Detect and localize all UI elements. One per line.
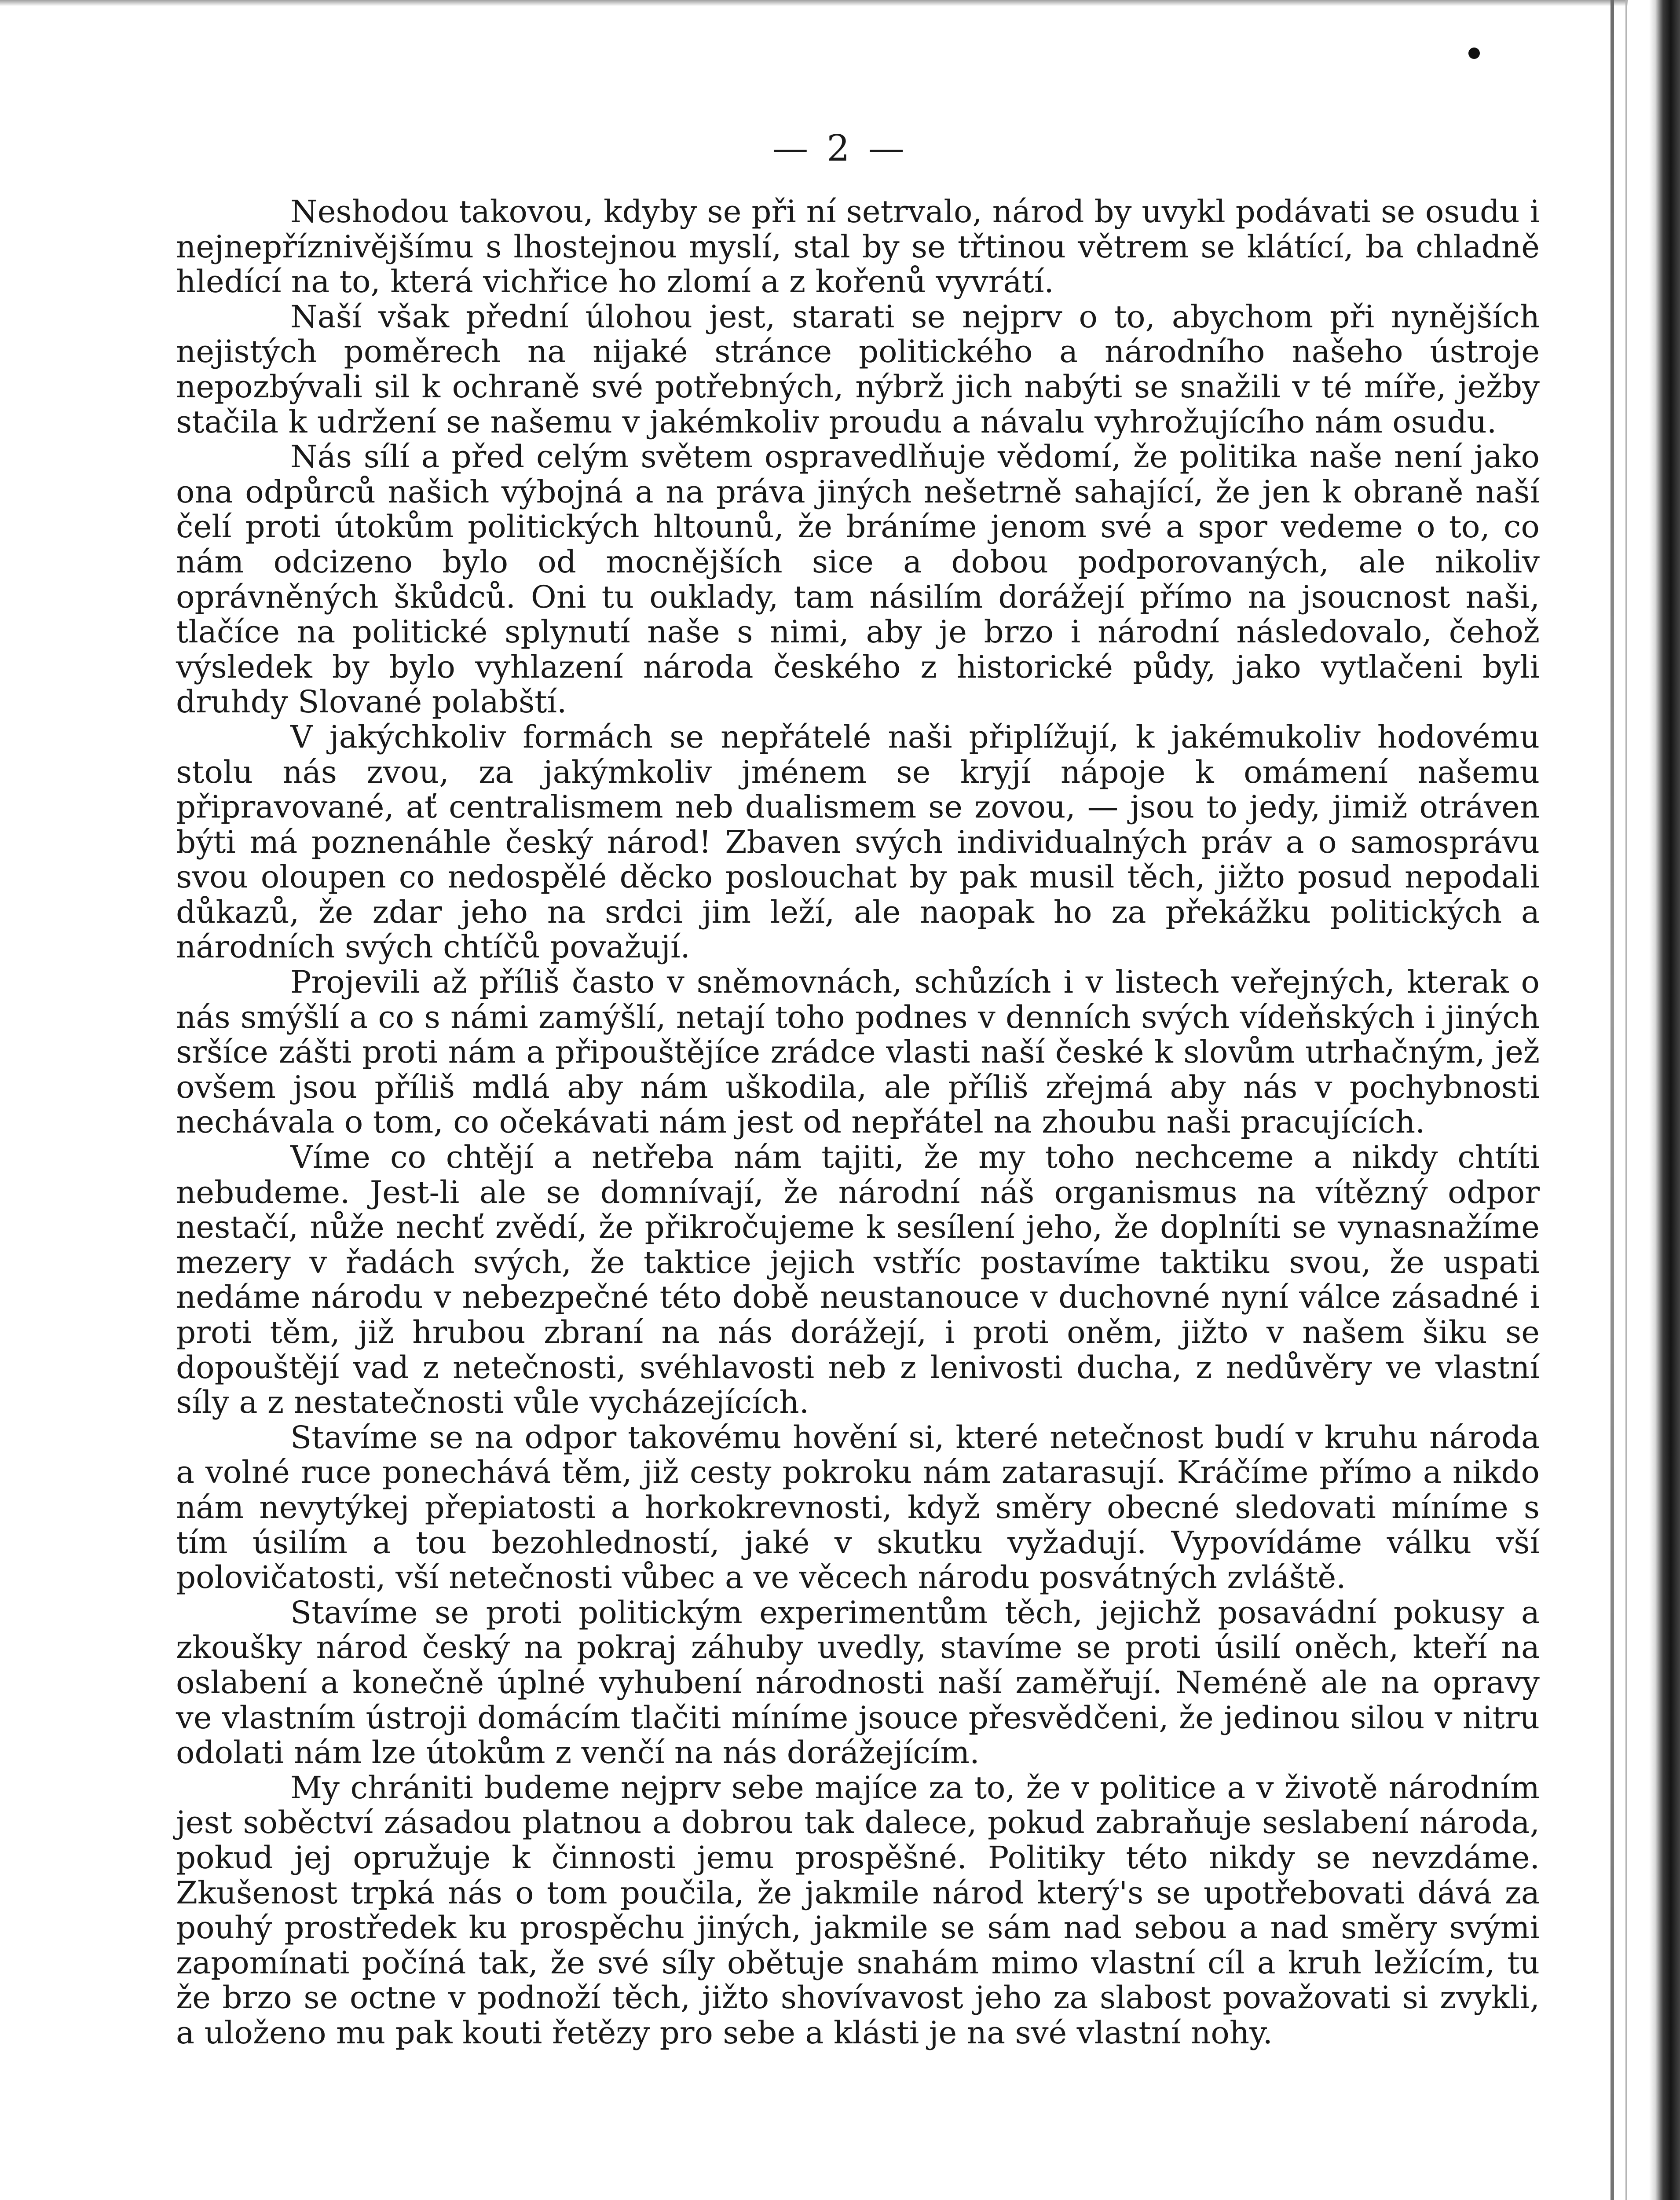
- paragraph-5: Projevili až příliš často v sněmovnách, schůzích i v listech veřejných, kterak o nás smýšlí a co s námi zamýšlí, netají toho podnes v denních svých vídeňských i jiných sršíce zášti proti nám a připouštějíce zrádce vlasti naší české k slovům utrhačným, jež ovšem jsou příliš mdlá aby nám uškodila, ale příliš zřejmá aby nás v pochybnosti nechávala o tom, co očekávati nám jest od nepřátel na zhoubu naši pracujících.: [176, 964, 1540, 1140]
- top-scan-border: [0, 0, 1628, 6]
- binding-edge: [1649, 0, 1680, 2200]
- body-text: [176, 194, 1540, 2050]
- paragraph-1: Neshodou takovou, kdyby se při ní setrvalo, národ by uvykl podávati se osudu i nejnepříznivějšímu s lhostejnou myslí, stal by se třtinou větrem se klátící, ba chladně hledící na to, která vichřice ho zlomí a z kořenů vyvrátí.: [176, 194, 1540, 300]
- paragraph-3: Nás sílí a před celým světem ospravedlňuje vědomí, že politika naše není jako ona odpůrců našich výbojná a na práva jiných nešetrně sahající, že jen k obraně naší čelí proti útokům politických hltounů, že bráníme jenom své a spor vedeme o to, co nám odcizeno bylo od mocnějších sice a dobou podporovaných, ale nikoliv oprávněných škůdců. Oni tu ouklady, tam násilím dorážejí přímo na jsoucnost naši, tlačíce na politické splynutí naše s nimi, aby je brzo i národní následovalo, čehož výsledek by bylo vyhlazení národa českého z historické půdy, jako vytlačeni byli druhdy Slované polabští.: [176, 439, 1540, 720]
- paragraph-7: Stavíme se na odpor takovému hovění si, které netečnost budí v kruhu národa a volné ruce ponechává těm, již cesty pokroku nám zatarasují. Kráčíme přímo a nikdo nám nevytýkej přepiatosti a horkokrevnosti, když směry obecné sledovati míníme s tím úsilím a tou bezohledností, jaké v skutku vyžadují. Vypovídáme válku vší polovičatosti, vší netečnosti vůbec a ve věcech národu posvátných zvláště.: [176, 1419, 1540, 1596]
- binding-edge-line: [1625, 0, 1627, 2200]
- paragraph-8: Stavíme se proti politickým experimentům těch, jejichž posavádní pokusy a zkoušky národ český na pokraj záhuby uvedly, stavíme se proti úsilí oněch, kteří na oslabení a konečně úplné vyhubení národnosti naší zaměřují. Neméně ale na opravy ve vlastním ústroji domácím tlačiti míníme jsouce přesvědčeni, že jedinou silou v nitru odolati nám lze útokům z venčí na nás dorážejícím.: [176, 1594, 1540, 1771]
- paragraph-6: Víme co chtějí a netřeba nám tajiti, že my toho nechceme a nikdy chtíti nebudeme. Jest-li ale se domnívají, že národní náš organismus na vítězný odpor nestačí, nůže nechť zvědí, že přikročujeme k sesílení jeho, že doplníti se vynasnažíme mezery v řadách svých, že taktice jejich vstříc postavíme taktiku svou, že uspati nedáme národu v nebezpečné této době neustanouce v duchovné nyní válce zásadné i proti těm, již hrubou zbraní na nás dorážejí, i proti oněm, jižto v našem šiku se dopouštějí vad z netečnosti, svéhlavosti neb z lenivosti ducha, z nedůvěry ve vlastní síly a z nestatečnosti vůle vycházejících.: [176, 1139, 1540, 1421]
- binding-edge-shadow: [1610, 0, 1614, 2200]
- paragraph-2: Naší však přední úlohou jest, starati se nejprv o to, abychom při nynějších nejistých poměrech na nijaké stránce politického a národního našeho ústroje nepozbývali sil k ochraně své potřebných, nýbrž jich nabýti se snažili v té míře, ježby stačila k udržení se našemu v jakémkoliv proudu a návalu vyhrožujícího nám osudu.: [176, 298, 1540, 440]
- paragraph-9: My chrániti budeme nejprv sebe majíce za to, že v politice a v životě národním jest soběctví zásadou platnou a dobrou tak dalece, pokud zabraňuje seslabení národa, pokud jej opružuje k činnosti jemu prospěšné. Politiky této nikdy se nevzdáme. Zkušenost trpká nás o tom poučila, že jakmile národ který's se upotřebovati dává za pouhý prostředek ku prospěchu jiných, jakmile se sám nad sebou a nad směry svými zapomínati počíná tak, že své síly obětuje snahám mimo vlastní cíl a kruh ležícím, tu že brzo se octne v podnoží těch, jižto shovívavost jeho za slabost považovati si zvykli, a uloženo mu pak kouti řetězy pro sebe a klásti je na své vlastní nohy.: [176, 1769, 1540, 2051]
- paragraph-4: V jakýchkoliv formách se nepřátelé naši připlížují, k jakémukoliv hodovému stolu nás zvou, za jakýmkoliv jménem se kryjí nápoje k omámení našemu připravované, ať centralismem neb dualismem se zovou, — jsou to jedy, jimiž otráven býti má poznenáhle český národ! Zbaven svých individualných práv a o samosprávu svou oloupen co nedospělé děcko poslouchat by pak musil těch, jižto posud nepodali důkazů, že zdar jeho na srdci jim leží, ale naopak ho za překážku politických a národních svých chtíčů považují.: [176, 719, 1540, 965]
- page-number: — 2 —: [772, 128, 908, 169]
- ink-speck: [1468, 48, 1480, 59]
